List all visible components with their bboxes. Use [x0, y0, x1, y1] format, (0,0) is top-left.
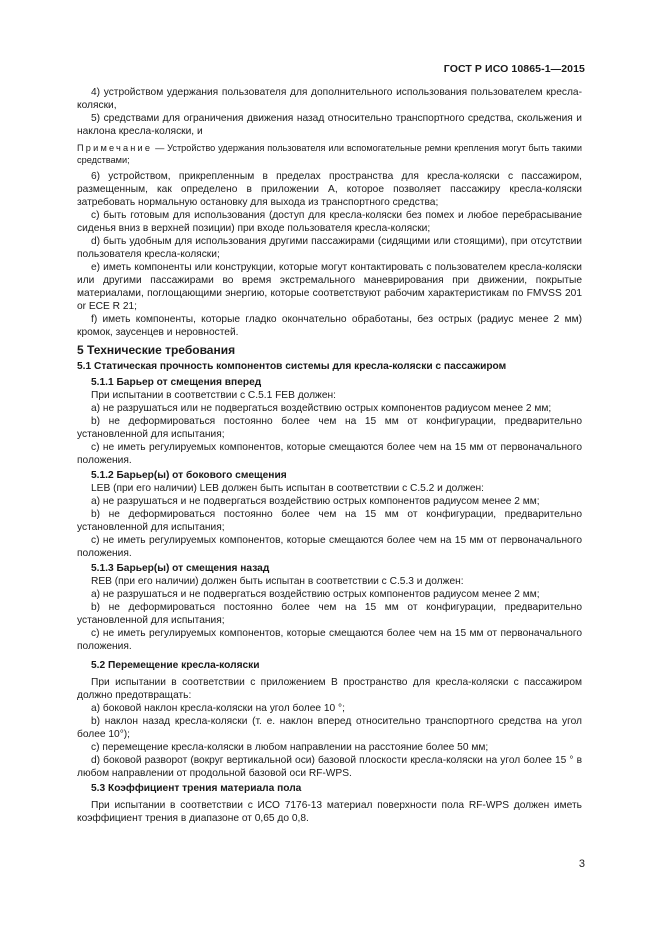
list-item: d) быть удобным для использования другими пассажирами (сидящими или стоящими), при отсутствии пользователя кресла-коляски; — [77, 236, 582, 260]
list-item: b) не деформироваться постоянно более чем на 15 мм от конфигурации, предварительно установленной для испытания; — [77, 509, 582, 533]
list-item: b) наклон назад кресла-коляски (т. е. наклон вперед относительно транспортного средства на угол более 10°); — [77, 716, 582, 740]
list-item: a) боковой наклон кресла-коляски на угол более 10 °; — [91, 703, 345, 714]
list-item: d) боковой разворот (вокруг вертикальной оси) базовой плоскости кресла-коляски на угол более 15 ° в любом направлении от продольной базовой оси RF-WPS. — [77, 755, 582, 779]
list-item: c) быть готовым для использования (доступ для кресла-коляски без помех и любое перебрасывание сиденья вниз в верхней позиции) при входе пользователя кресла-коляски; — [77, 210, 582, 234]
paragraph: При испытании в соответствии с ИСО 7176-13 материал поверхности пола RF-WPS должен иметь коэффициент трения в диапазоне от 0,65 до 0,8. — [77, 800, 582, 824]
clause-title: 5.1.2 Барьер(ы) от бокового смещения — [91, 470, 287, 481]
list-item: REB (при его наличии) должен быть испытан в соответствии с С.5.3 и должен: — [91, 576, 464, 587]
subsection-title: 5.2 Перемещение кресла-коляски — [91, 660, 260, 671]
list-item: c) не иметь регулируемых компонентов, которые смещаются более чем на 15 мм от первоначального положения. — [77, 442, 582, 466]
list-item: a) не разрушаться и не подвергаться воздействию острых компонентов радиусом менее 2 мм; — [91, 589, 540, 600]
paragraph: 4) устройством удержания пользователя для дополнительного использования пользователем кресла-коляски, — [77, 87, 582, 111]
list-item: b) не деформироваться постоянно более чем на 15 мм от конфигурации, предварительно установленной для испытания; — [77, 416, 582, 440]
clause-title: 5.1.3 Барьер(ы) от смещения назад — [91, 563, 270, 574]
list-item: e) иметь компоненты или конструкции, которые могут контактировать с пользователем кресла-коляски или другими пассажирами во время экстремального маневрирования при движении, покрытые материалами, поглощающими энергию, которые соответствуют рабочим характеристикам по FMVSS 201 or ECE R 21; — [77, 262, 582, 312]
document-header: ГОСТ Р ИСО 10865-1—2015 — [443, 63, 585, 75]
list-item: c) не иметь регулируемых компонентов, которые смещаются более чем на 15 мм от первоначального положения. — [77, 628, 582, 652]
list-item: f) иметь компоненты, которые гладко окончательно обработаны, без острых (радиус менее 2 мм) кромок, заусенцев и неровностей. — [77, 314, 582, 338]
page-number: 3 — [578, 858, 585, 870]
note-text: — Устройство удержания пользователя или вспомогательные ремни крепления могут быть такими средствами; — [77, 143, 582, 165]
paragraph: 5) средствами для ограничения движения назад относительно транспортного средства, скольжения и наклона кресла-коляски, и — [77, 113, 582, 137]
section-title: 5 Технические требования — [77, 343, 236, 357]
list-item: c) не иметь регулируемых компонентов, которые смещаются более чем на 15 мм от первоначального положения. — [77, 535, 582, 559]
list-item: a) не разрушаться и не подвергаться воздействию острых компонентов радиусом менее 2 мм; — [91, 496, 540, 507]
clause-title: 5.1.1 Барьер от смещения вперед — [91, 377, 262, 388]
paragraph: При испытании в соответствии с приложением В пространство для кресла-коляски с пассажиром должно предотвращать: — [77, 677, 582, 701]
list-item: a) не разрушаться или не подвергаться воздействию острых компонентов радиусом менее 2 мм; — [91, 403, 552, 414]
list-item: c) перемещение кресла-коляски в любом направлении на расстояние более 50 мм; — [91, 742, 489, 753]
subsection-title: 5.3 Коэффициент трения материала пола — [91, 783, 302, 794]
list-item: При испытании в соответствии с С.5.1 FEB должен: — [91, 390, 336, 401]
list-item: b) не деформироваться постоянно более чем на 15 мм от конфигурации, предварительно установленной для испытания; — [77, 602, 582, 626]
paragraph: 6) устройством, прикрепленным в пределах пространства для кресла-коляски с пассажиром, размещенным, как определено в приложении А, которое позволяет пассажиру кресла-коляски затребовать нормальную остановку для выхода из транспортного средства; — [77, 171, 582, 208]
subsection-title: 5.1 Статическая прочность компонентов системы для кресла-коляски с пассажиром — [77, 361, 507, 372]
document-body — [77, 86, 582, 825]
list-item: LEB (при его наличии) LEB должен быть испытан в соответствии с С.5.2 и должен: — [91, 483, 484, 494]
note-label: Примечание — [77, 143, 153, 153]
note — [77, 142, 582, 166]
